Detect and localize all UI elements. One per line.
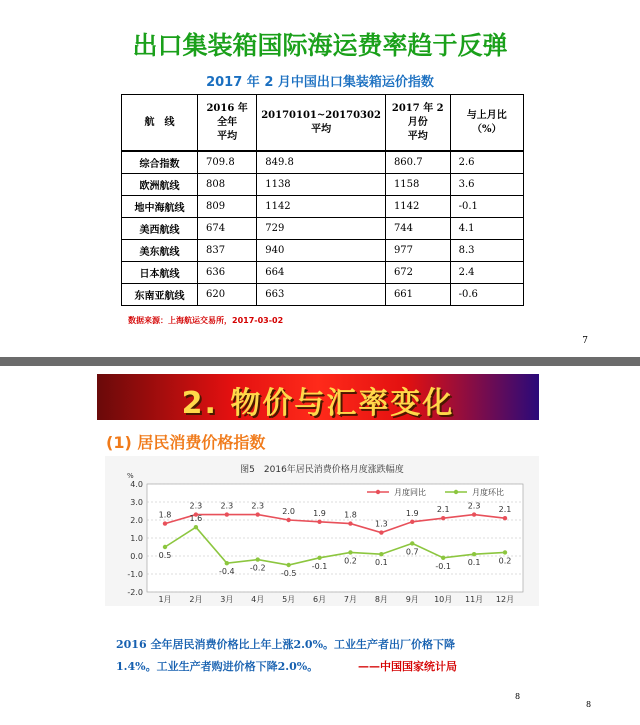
data-point (286, 518, 290, 522)
data-point (472, 512, 476, 516)
data-point (348, 550, 352, 554)
value-cell: 2.4 (450, 262, 523, 284)
data-label: 2.3 (251, 501, 265, 511)
route-name-cell: 日本航线 (122, 262, 198, 284)
value-cell: 837 (198, 240, 257, 262)
y-tick-label: 4.0 (130, 480, 143, 489)
freight-index-table (121, 94, 524, 306)
x-tick-label: 10月 (434, 595, 453, 604)
data-source: 数据来源：上海航运交易所，2017-03-02 (128, 316, 284, 325)
data-label: 1.8 (158, 510, 172, 520)
data-label: 2.1 (498, 505, 512, 515)
value-cell: 744 (385, 218, 450, 240)
value-cell: 1142 (257, 196, 386, 218)
value-cell: 4.1 (450, 218, 523, 240)
value-cell: 2.6 (450, 151, 523, 174)
value-cell: 3.6 (450, 174, 523, 196)
table-row (122, 240, 524, 262)
page-number: 8 (586, 700, 592, 709)
x-tick-label: 7月 (343, 595, 358, 604)
data-point (256, 557, 260, 561)
value-cell: 1142 (385, 196, 450, 218)
cpi-chart (105, 456, 539, 606)
page-number-inner: 8 (515, 692, 521, 701)
data-point (256, 512, 260, 516)
x-tick-label: 8月 (374, 595, 388, 604)
header-period-avg: 20170101~20170302 平均 (257, 95, 386, 152)
value-cell: 849.8 (257, 151, 386, 174)
slide-1 (0, 0, 640, 357)
header-route: 航 线 (122, 95, 198, 152)
header-feb-avg: 2017 年 2 月份 平均 (385, 95, 450, 152)
x-tick-label: 6月 (312, 595, 327, 604)
data-label: 1.3 (374, 519, 388, 529)
data-point (441, 516, 445, 520)
data-point (503, 516, 507, 520)
table-row (122, 262, 524, 284)
data-point (348, 521, 352, 525)
data-point (379, 530, 383, 534)
data-label: 0.2 (498, 556, 512, 566)
data-label: 0.1 (467, 558, 481, 568)
table-title: 2017 年 2 月中国出口集装箱运价指数 (206, 75, 434, 90)
y-tick-label: -1.0 (127, 570, 143, 579)
legend-marker (376, 490, 380, 494)
section-subtitle: (1) 居民消费价格指数 (106, 433, 266, 452)
data-label: 0.2 (344, 556, 357, 566)
x-tick-label: 5月 (282, 595, 296, 604)
data-label: 2.0 (282, 507, 296, 516)
route-name-cell: 东南亚航线 (122, 284, 198, 306)
route-name-cell: 欧洲航线 (122, 174, 198, 196)
legend-label: 月度环比 (472, 488, 504, 497)
data-label: 2.3 (467, 501, 481, 511)
data-label: 2.3 (220, 501, 234, 511)
data-label: 0.7 (405, 547, 419, 557)
value-cell: 940 (257, 240, 386, 262)
caption-line-1: 2016 全年居民消费价格比上年上涨2.0%。工业生产者出厂价格下降 (116, 638, 456, 651)
caption-line-2-text: 1.4%。工业生产者购进价格下降2.0%。 (116, 660, 319, 673)
data-label: 1.9 (313, 508, 326, 518)
x-tick-label: 11月 (464, 595, 484, 604)
y-axis-label: % (127, 472, 134, 480)
legend-label: 月度同比 (394, 488, 426, 497)
caption-line-2 (116, 656, 536, 678)
data-label: 1.9 (405, 508, 419, 518)
chart-caption (116, 634, 536, 678)
caption-credit: ——中国国家统计局 (358, 660, 458, 673)
data-label: -0.1 (435, 561, 451, 571)
slide-2 (0, 366, 640, 725)
value-cell: 620 (198, 284, 257, 306)
data-label: -0.4 (219, 567, 235, 577)
value-cell: 808 (198, 174, 257, 196)
table-header-row (122, 95, 524, 152)
route-name-cell: 综合指数 (122, 151, 198, 174)
cpi-chart-svg (105, 456, 539, 606)
x-tick-label: 12月 (495, 595, 515, 604)
data-point (317, 556, 321, 560)
data-point (317, 520, 321, 524)
y-tick-label: 3.0 (130, 498, 143, 507)
data-point (225, 512, 229, 516)
data-label: 0.1 (374, 558, 388, 568)
x-tick-label: 9月 (405, 595, 419, 604)
value-cell: 674 (198, 218, 257, 240)
header-mom-change: 与上月比（%） (450, 95, 523, 152)
y-tick-label: 2.0 (130, 516, 143, 525)
data-label: 0.5 (158, 551, 172, 560)
route-name-cell: 美东航线 (122, 240, 198, 262)
data-point (163, 545, 167, 549)
data-label: 2.1 (436, 505, 450, 515)
data-point (286, 563, 290, 567)
data-point (441, 556, 445, 560)
value-cell: 664 (257, 262, 386, 284)
table-row (122, 218, 524, 240)
data-point (410, 520, 414, 524)
value-cell: -0.6 (450, 284, 523, 306)
value-cell: 661 (385, 284, 450, 306)
data-label: -0.5 (280, 569, 297, 578)
table-row (122, 174, 524, 196)
value-cell: 809 (198, 196, 257, 218)
data-point (410, 541, 414, 545)
x-tick-label: 1月 (158, 595, 172, 604)
value-cell: 8.3 (450, 240, 523, 262)
page-number: 7 (582, 336, 588, 346)
y-tick-label: 0.0 (130, 552, 143, 561)
chart-title: 图5 2016年居民消费价格月度涨跌幅度 (240, 465, 404, 475)
value-cell: 672 (385, 262, 450, 284)
header-2016-avg: 2016 年全年 平均 (198, 95, 257, 152)
data-label: 1.8 (344, 510, 357, 520)
x-tick-label: 4月 (251, 595, 265, 604)
data-point (194, 525, 198, 529)
data-point (379, 552, 383, 556)
value-cell: 729 (257, 218, 386, 240)
data-label: -0.1 (311, 561, 328, 571)
data-point (503, 550, 507, 554)
x-tick-label: 3月 (220, 595, 234, 604)
value-cell: 977 (385, 240, 450, 262)
value-cell: 1138 (257, 174, 386, 196)
x-tick-label: 2月 (189, 595, 203, 604)
data-label: -0.2 (249, 563, 266, 573)
table-row (122, 196, 524, 218)
banner-title: 2. 物价与汇率变化 (181, 386, 455, 420)
data-point (472, 552, 476, 556)
value-cell: 709.8 (198, 151, 257, 174)
legend-marker (454, 490, 458, 494)
data-label: 2.3 (189, 501, 203, 511)
slide-title: 出口集装箱国际海运费率趋于反弹 (132, 31, 508, 60)
data-point (163, 521, 167, 525)
data-label: 1.6 (189, 514, 203, 524)
data-point (225, 561, 229, 565)
value-cell: 636 (198, 262, 257, 284)
table-row (122, 284, 524, 306)
table-row (122, 151, 524, 174)
route-name-cell: 地中海航线 (122, 196, 198, 218)
value-cell: -0.1 (450, 196, 523, 218)
y-tick-label: -2.0 (127, 588, 143, 597)
value-cell: 860.7 (385, 151, 450, 174)
value-cell: 1158 (385, 174, 450, 196)
title-banner (97, 374, 539, 420)
route-name-cell: 美西航线 (122, 218, 198, 240)
y-tick-label: 1.0 (130, 534, 143, 543)
value-cell: 663 (257, 284, 386, 306)
